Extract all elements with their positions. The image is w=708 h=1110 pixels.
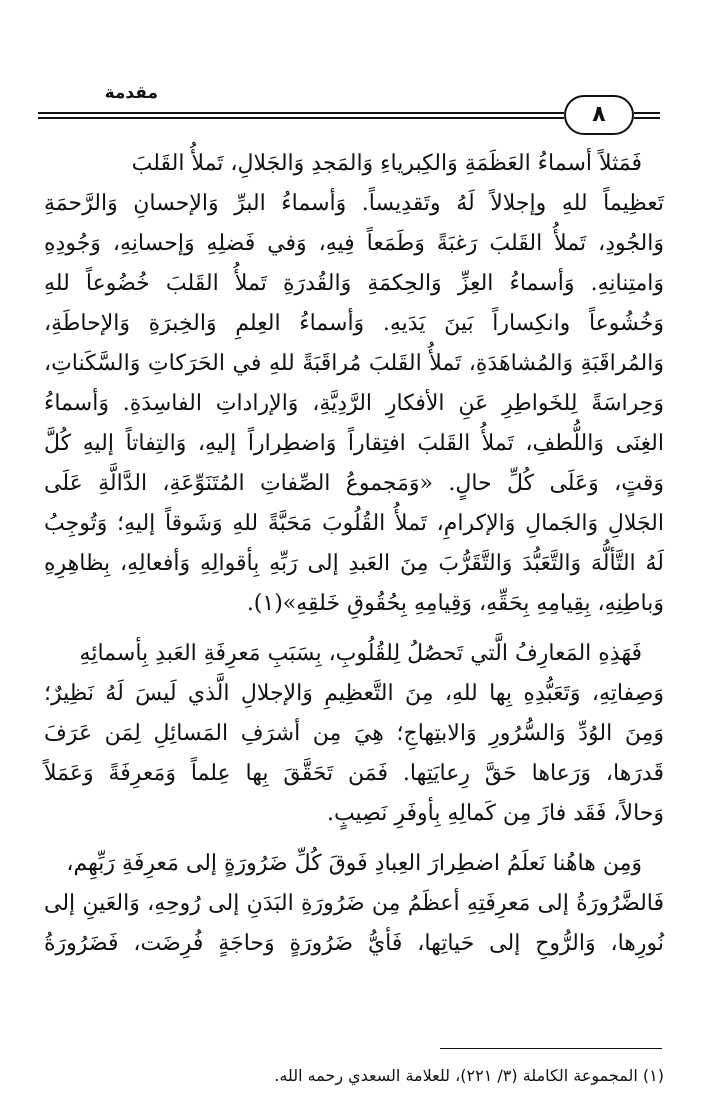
- header-rule: [38, 117, 564, 119]
- body-line: فَهَذِهِ المَعارِفُ الَّتي تَحصُلُ لِلقُلُوبِ، بِسَبَبِ مَعرِفَةِ العَبدِ بِأسمائِهِ: [79, 641, 642, 666]
- body-line: وَامتِنانِهِ. وَأسماءُ العِزِّ وَالحِكمَةِ وَالقُدرَةِ تَملأُ القَلبَ خُضُوعاً للهِ: [44, 271, 664, 296]
- header-rule: [634, 112, 660, 114]
- body-line: وَحِراسَةً لِلخَواطِرِ عَنِ الأفكارِ الرَّدِيَّةِ، وَالإراداتِ الفاسِدَةِ. وَأسماءُ: [44, 391, 664, 416]
- body-line: وَمِن هاهُنا نَعلَمُ اضطِرارَ العِبادِ فَوقَ كُلِّ ضَرُورَةٍ إلى مَعرِفَةِ رَبِّهِم،: [66, 851, 642, 876]
- body-line: وَالمُراقَبَةِ وَالمُشاهَدَةِ، تَملأُ القَلبَ مُراقَبَةً للهِ في الحَرَكاتِ وَالسَّكَناتِ،: [44, 351, 664, 376]
- body-line: فَمَثلاً أسماءُ العَظَمَةِ وَالكِبرياءِ وَالمَجدِ وَالجَلالِ، تَملأُ القَلبَ: [131, 151, 642, 176]
- header-rule: [634, 117, 660, 119]
- body-line: وَالجُودِ، تَملأُ القَلبَ رَغبَةً وَطَمَعاً فِيهِ، وَفي فَضلِهِ وَإحسانِهِ، وَجُودِهِ: [44, 231, 664, 256]
- page-number: ٨: [564, 95, 634, 135]
- running-title: مقدمة: [104, 83, 158, 103]
- body-line: وَخُشُوعاً وانكِساراً بَينَ يَدَيهِ. وَأسماءُ العِلمِ وَالخِبرَةِ وَالإحاطَةِ،: [44, 311, 664, 336]
- footnote: (١) المجموعة الكاملة (٣/ ٢٢١)، للعلامة السعدي رحمه الله.: [274, 1066, 664, 1085]
- body-line: نُورِها، وَالرُّوحِ إلى حَياتِها، فَأيُّ ضَرُورَةٍ وَحاجَةٍ فُرِضَت، فَضَرُورَةُ: [44, 931, 664, 956]
- body-line: فَالضَّرُورَةُ إلى مَعرِفَتِهِ أعظَمُ مِن ضَرُورَةِ البَدَنِ إلى رُوحِهِ، وَالعَينِ إلى: [44, 891, 664, 916]
- footnote-separator: [440, 1048, 662, 1049]
- body-line: الغِنَى وَاللُّطفِ، تَملأُ القَلبَ افتِقاراً وَاضطِراراً إليهِ، وَالتِفاتاً إليهِ كُلَّ: [44, 431, 664, 456]
- body-line: الجَلالِ وَالجَمالِ وَالإكرامِ، تَملأُ القُلُوبَ مَحَبَّةً للهِ وَشَوقاً إليهِ؛ وَتُوجِبُ: [44, 511, 664, 536]
- body-line: وَباطِنِهِ، بِقِيامِهِ بِحَقِّهِ، وَقِيامِهِ بِحُقُوقِ خَلقِهِ»(١).: [246, 591, 664, 616]
- header-rule: [38, 112, 564, 114]
- body-line: وَقتٍ، وَعَلَى كُلِّ حالٍ. «وَمَجموعُ الصِّفاتِ المُتَنَوِّعَةِ، الدَّالَّةِ عَلَى: [44, 471, 664, 496]
- body-line: وَمِنَ الوُدِّ وَالسُّرُورِ وَالابتِهاجِ؛ هِيَ مِن أشرَفِ المَسائِلِ لِمَن عَرَفَ: [44, 721, 664, 746]
- body-line: وَصِفاتِهِ، وَتَعَبُّدِهِ بِها للهِ، مِنَ التَّعظِيمِ وَالإجلالِ الَّذي لَيسَ لَهُ نَظِيرٌ؛: [44, 681, 664, 706]
- body-line: تَعظِيماً للهِ وإجلالاً لَهُ وتَقدِيساً. وَأسماءُ البرِّ وَالإحسانِ وَالرَّحمَةِ: [44, 191, 664, 216]
- body-line: وَحالاً، فَقَد فازَ مِن كَمالِهِ بِأوفَرِ نَصِيبٍ.: [326, 801, 664, 826]
- body-line: قَدرَها، وَرَعاها حَقَّ رِعايَتِها. فَمَن تَحَقَّقَ بِها عِلماً وَمَعرِفَةً وَعَمَلاً: [44, 761, 664, 786]
- body-line: لَهُ التَّألُّهَ وَالتَّعَبُّدَ وَالتَّقَرُّبَ مِنَ العَبدِ إلى رَبِّهِ بِأقوالِهِ وَأفعالِهِ، بِظاهِرِهِ: [44, 551, 664, 576]
